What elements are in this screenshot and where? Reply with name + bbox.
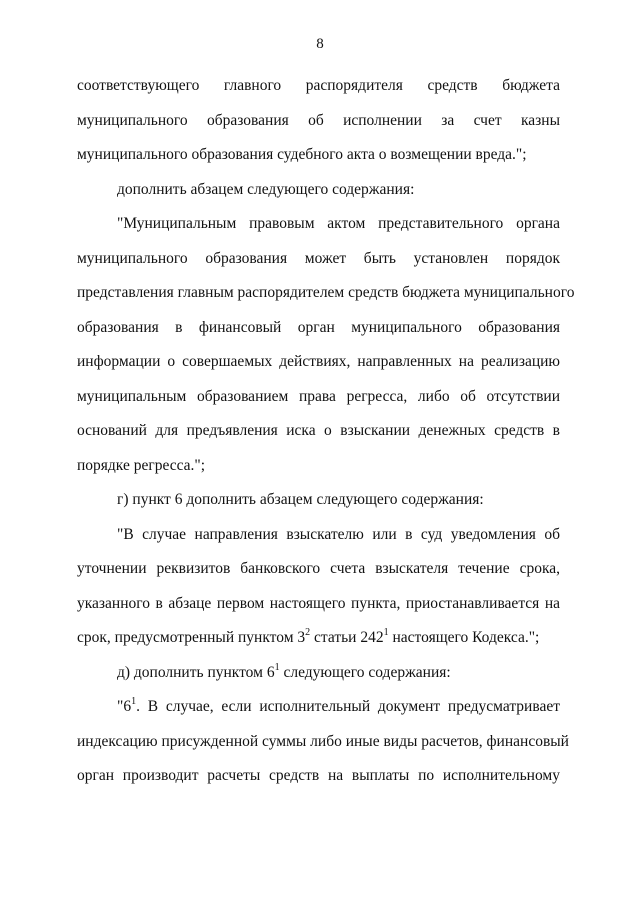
text-line [77,690,560,725]
superscript: 1 [274,661,280,673]
superscript: 2 [305,627,311,638]
text-line: муниципального образования об исполнении за счет казны [77,111,560,129]
text-run: "6 [117,698,132,715]
text-line: муниципального образования судебного акта о возмещении вреда."; [77,146,527,163]
text-line: муниципальным образованием права регресса, либо об отсутствии [77,387,560,405]
text-line: представления главным распорядителем средств бюджета муниципального [77,284,575,301]
paragraph-1 [77,69,560,173]
text-run: статьи 242 [310,629,384,646]
text-run: срок, предусмотренный пунктом 3 [77,629,306,646]
text-line: индексацию присужденной суммы либо иные виды расчетов, финансовый [77,732,569,750]
text-line [77,621,560,656]
superscript: 1 [383,627,389,638]
paragraph-5 [77,518,560,656]
paragraph-6 [77,656,560,691]
text-line: образования в финансовый орган муниципального образования [77,318,560,336]
paragraph-4 [77,483,560,518]
text-line: уточнении реквизитов банковского счета взыскателя течение срока, [77,560,560,577]
paragraph-3 [77,207,575,483]
text-line: соответствующего главного распорядителя средств бюджета [77,77,560,94]
text-run: следующего содержания: [279,663,451,681]
document-body [77,69,575,794]
text-line: муниципального образования может быть установлен порядок [77,249,560,267]
text-line: дополнить абзацем следующего содержания: [117,180,415,198]
text-run: д) дополнить пунктом 6 [117,663,275,681]
text-line: информации о совершаемых действиях, направленных на реализацию [77,353,560,370]
text-line: указанного в абзаце первом настоящего пункта, приостанавливается на [77,594,560,612]
text-line: "Муниципальным правовым актом представительного органа [117,215,560,232]
text-line: порядке регресса."; [77,456,206,474]
paragraph-2 [77,173,560,208]
text-line: г) пункт 6 дополнить абзацем следующего содержания: [117,491,484,508]
text-line: "В случае направления взыскателю или в суд уведомления об [117,525,560,543]
text-run: настоящего Кодекса."; [388,629,540,646]
text-line [77,656,560,691]
superscript: 1 [131,696,137,707]
text-line: оснований для предъявления иска о взыскании денежных средств в [77,422,560,439]
text-line: орган производит расчеты средств на выплаты по исполнительному [77,767,560,784]
paragraph-7 [77,690,569,794]
text-run: . В случае, если исполнительный документ предусматривает [136,698,560,715]
page-number: 8 [316,36,324,52]
